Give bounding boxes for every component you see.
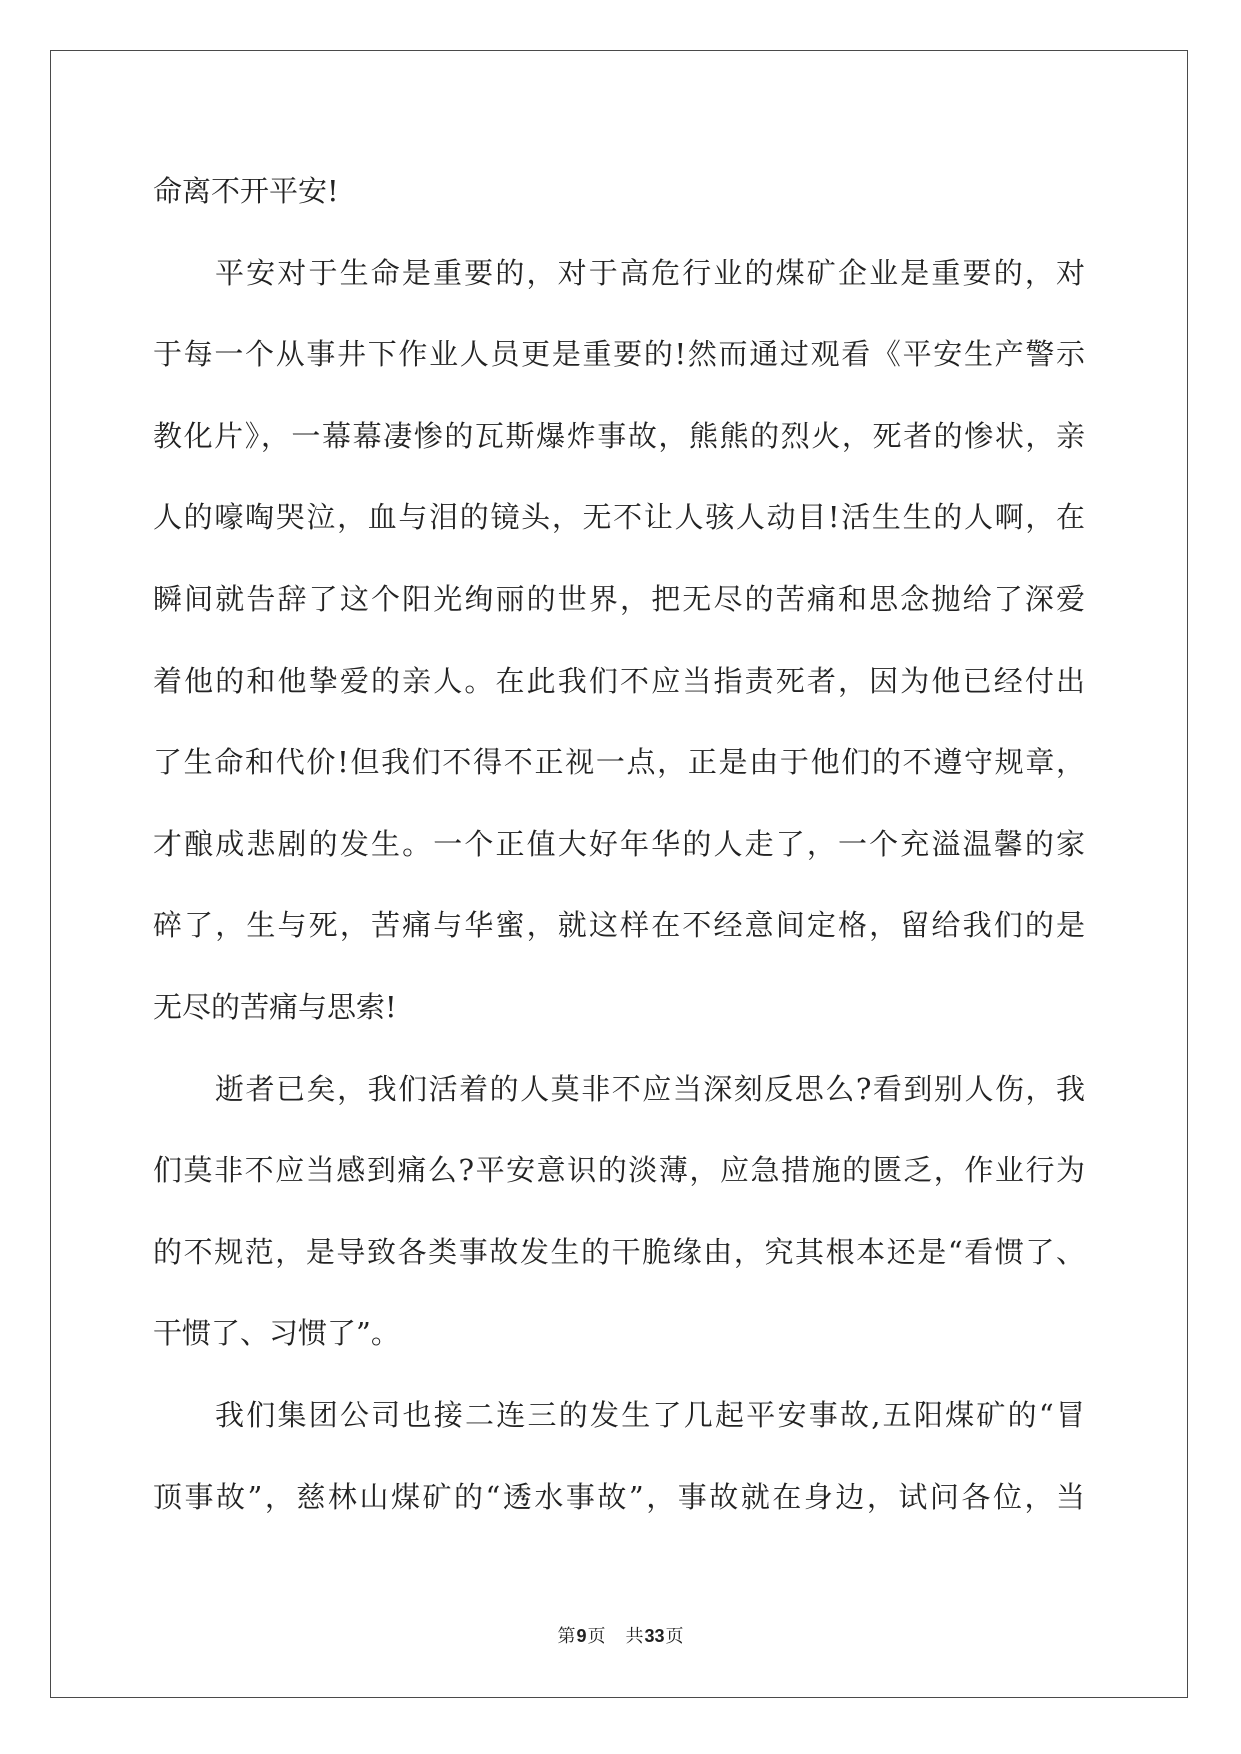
text-line: 平安对于生命是重要的，对于高危行业的煤矿企业是重要的，对 xyxy=(215,255,1085,290)
text-line: 顶事故”，慈林山煤矿的“透水事故”，事故就在身边，试问各位，当 xyxy=(153,1479,1085,1514)
page-label-suffix: 页 xyxy=(587,1626,606,1647)
paragraph xyxy=(153,1049,1085,1375)
text-line: 瞬间就告辞了这个阳光绚丽的世界，把无尽的苦痛和思念抛给了深爱 xyxy=(153,581,1085,616)
text-line: 才酿成悲剧的发生。一个正值大好年华的人走了，一个充溢温馨的家 xyxy=(153,826,1085,861)
text-line: 了生命和代价!但我们不得不正视一点，正是由于他们的不遵守规章， xyxy=(153,745,1085,780)
page-label-prefix: 第 xyxy=(557,1626,576,1647)
text-line: 教化片》，一幕幕凄惨的瓦斯爆炸事故，熊熊的烈火，死者的惨状，亲 xyxy=(153,418,1085,453)
text-line: 逝者已矣，我们活着的人莫非不应当深刻反思么?看到别人伤，我 xyxy=(215,1071,1085,1106)
text-line: 们莫非不应当感到痛么?平安意识的淡薄，应急措施的匮乏，作业行为 xyxy=(153,1153,1085,1188)
total-label-suffix: 页 xyxy=(665,1626,684,1647)
current-page-number: 9 xyxy=(576,1626,587,1646)
document-body xyxy=(153,151,1085,1538)
paragraph xyxy=(153,151,1085,233)
text-line: 碎了，生与死，苦痛与华蜜，就这样在不经意间定格，留给我们的是 xyxy=(153,908,1085,943)
text-line: 命离不开平安! xyxy=(153,174,339,208)
total-page-count: 33 xyxy=(644,1626,665,1646)
text-line: 干惯了、习惯了”。 xyxy=(153,1316,400,1351)
text-line: 我们集团公司也接二连三的发生了几起平安事故,五阳煤矿的“冒 xyxy=(215,1397,1085,1432)
paragraph xyxy=(153,1375,1085,1538)
total-label-prefix: 共 xyxy=(625,1626,644,1647)
text-line: 的不规范，是导致各类事故发生的干脆缘由，究其根本还是“看惯了、 xyxy=(153,1234,1085,1269)
text-line: 人的嚎啕哭泣，血与泪的镜头，无不让人骇人动目!活生生的人啊，在 xyxy=(153,500,1085,535)
text-line: 着他的和他挚爱的亲人。在此我们不应当指责死者，因为他已经付出 xyxy=(153,663,1085,698)
text-line: 无尽的苦痛与思索! xyxy=(153,989,397,1024)
page-number-footer xyxy=(0,1622,1241,1650)
paragraph xyxy=(153,233,1085,1049)
text-line: 于每一个从事井下作业人员更是重要的!然而通过观看《平安生产警示 xyxy=(153,337,1085,372)
